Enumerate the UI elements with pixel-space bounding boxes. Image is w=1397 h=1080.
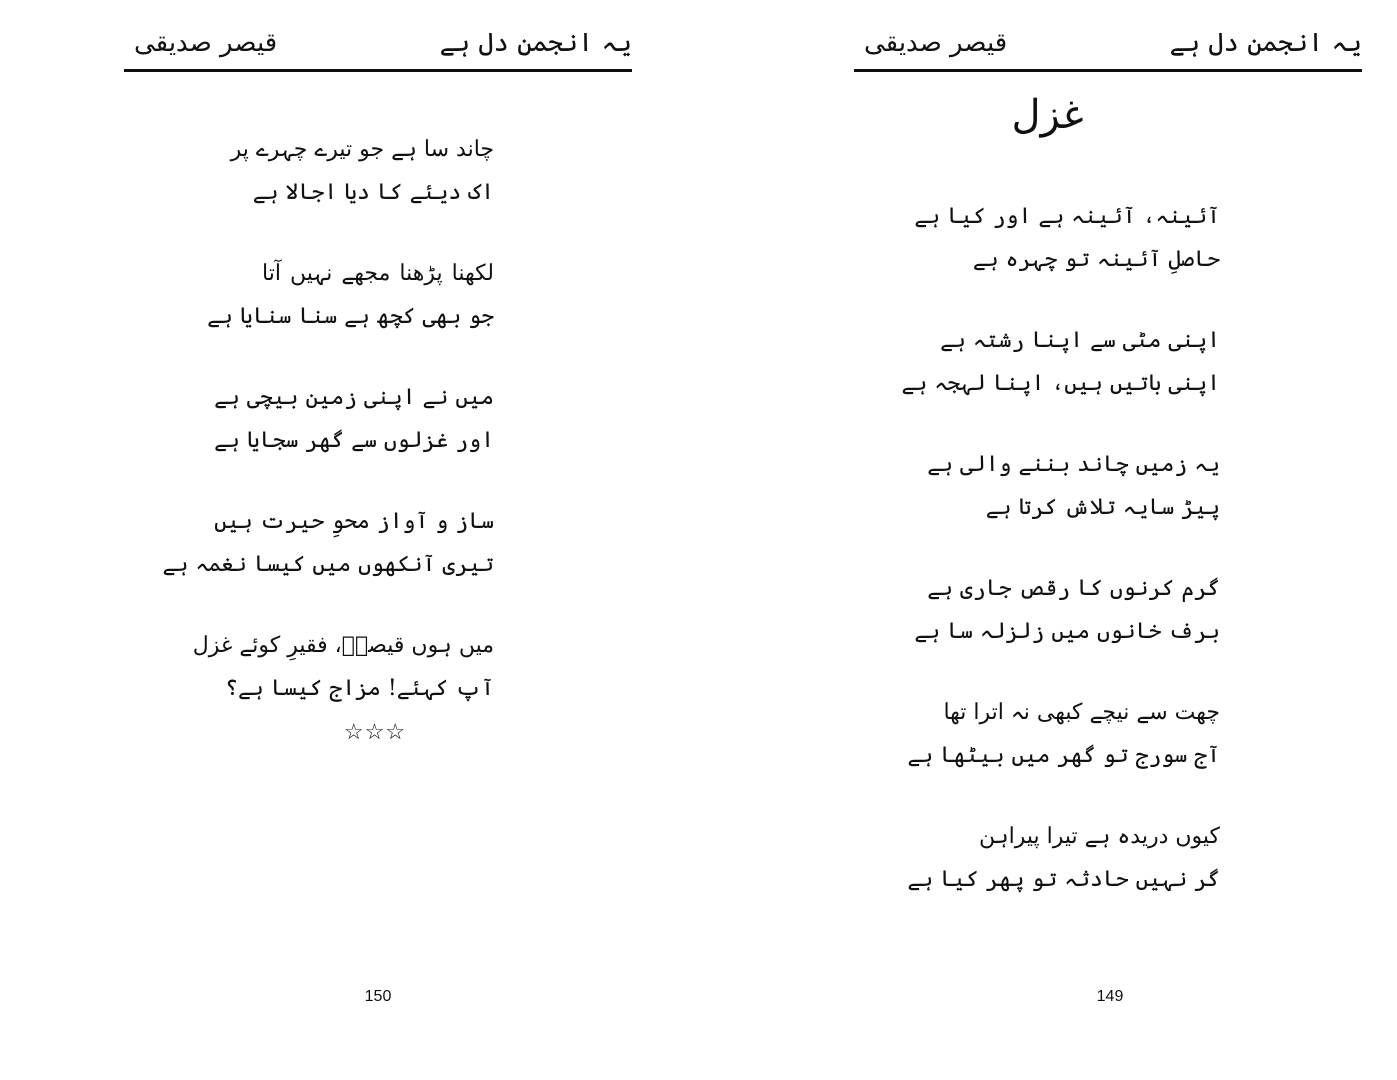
- star-ornament: ☆☆☆: [343, 720, 407, 745]
- verse-line: چھت سے نیچے کبھی نہ اترا تھا: [943, 700, 1220, 725]
- left-page: [0, 0, 698, 1080]
- couplet: [230, 128, 494, 214]
- couplet: [162, 500, 494, 586]
- verse-line: گرم کرنوں کا رقص جاری ہے: [927, 576, 1220, 601]
- verse-line: اک دیئے کا دیا اجالا ہے: [252, 180, 494, 205]
- verse-line: کیوں دریدہ ہے تیرا پیراہن: [978, 824, 1220, 849]
- verse-line: گر نہیں حادثہ تو پھر کیا ہے: [907, 867, 1220, 892]
- verse-line: اپنی باتیں ہیں، اپنا لہجہ ہے: [901, 371, 1220, 396]
- verse-line: آئینہ، آئینہ ہے اور کیا ہے: [914, 204, 1220, 229]
- verse-line: پیڑ سایہ تلاش کرتا ہے: [985, 495, 1220, 520]
- couplet: [914, 567, 1220, 653]
- verse-line: لکھنا پڑھنا مجھے نہیں آتا: [262, 261, 494, 286]
- header-rule: [854, 69, 1362, 72]
- couplet: [207, 252, 494, 338]
- couplet: [214, 376, 494, 462]
- page-number: 150: [364, 988, 392, 1005]
- verse-line: میں ہوں قیصرؔ، فقیرِ کوئے غزل: [192, 633, 494, 658]
- header-rule: [124, 69, 632, 72]
- verse-line: حاصلِ آئینہ تو چہرہ ہے: [972, 247, 1220, 272]
- verse-line: اور غزلوں سے گھر سجایا ہے: [214, 428, 494, 453]
- couplet: [927, 443, 1220, 529]
- poem-body: [901, 195, 1220, 939]
- verse-line: آپ کہئے! مزاج کیسا ہے؟: [225, 676, 494, 701]
- header-author: قیصر صدیقی: [134, 28, 278, 58]
- poem-body: [162, 128, 494, 748]
- verse-line: یہ زمیں چاند بننے والی ہے: [927, 452, 1220, 477]
- ghazal-title: غزل: [1011, 92, 1084, 138]
- verse-line: چاند سا ہے جو تیرے چہرے پر: [230, 137, 494, 162]
- verse-line: ساز و آواز محوِ حیرت ہیں: [214, 509, 494, 534]
- verse-line: اپنی مٹی سے اپنا رشتہ ہے: [940, 328, 1220, 353]
- verse-line: تیری آنکھوں میں کیسا نغمہ ہے: [162, 552, 494, 577]
- header-book-title: یہ انجمن دل ہے: [439, 28, 632, 58]
- verse-line: برف خانوں میں زلزلہ سا ہے: [914, 619, 1220, 644]
- header-book-title: یہ انجمن دل ہے: [1169, 28, 1362, 58]
- running-header: [124, 22, 632, 72]
- couplet: [907, 815, 1220, 901]
- header-author: قیصر صدیقی: [864, 28, 1008, 58]
- couplet: [914, 195, 1220, 281]
- verse-line: آج سورج تو گھر میں بیٹھا ہے: [907, 743, 1220, 768]
- running-header: [854, 22, 1362, 72]
- verse-line: جو بھی کچھ ہے سنا سنایا ہے: [207, 304, 494, 329]
- page-number: 149: [1096, 988, 1124, 1005]
- verse-line: میں نے اپنی زمین بیچی ہے: [214, 385, 494, 410]
- right-page: [698, 0, 1397, 1080]
- couplet: [901, 319, 1220, 405]
- couplet: [907, 691, 1220, 777]
- couplet: [192, 624, 494, 710]
